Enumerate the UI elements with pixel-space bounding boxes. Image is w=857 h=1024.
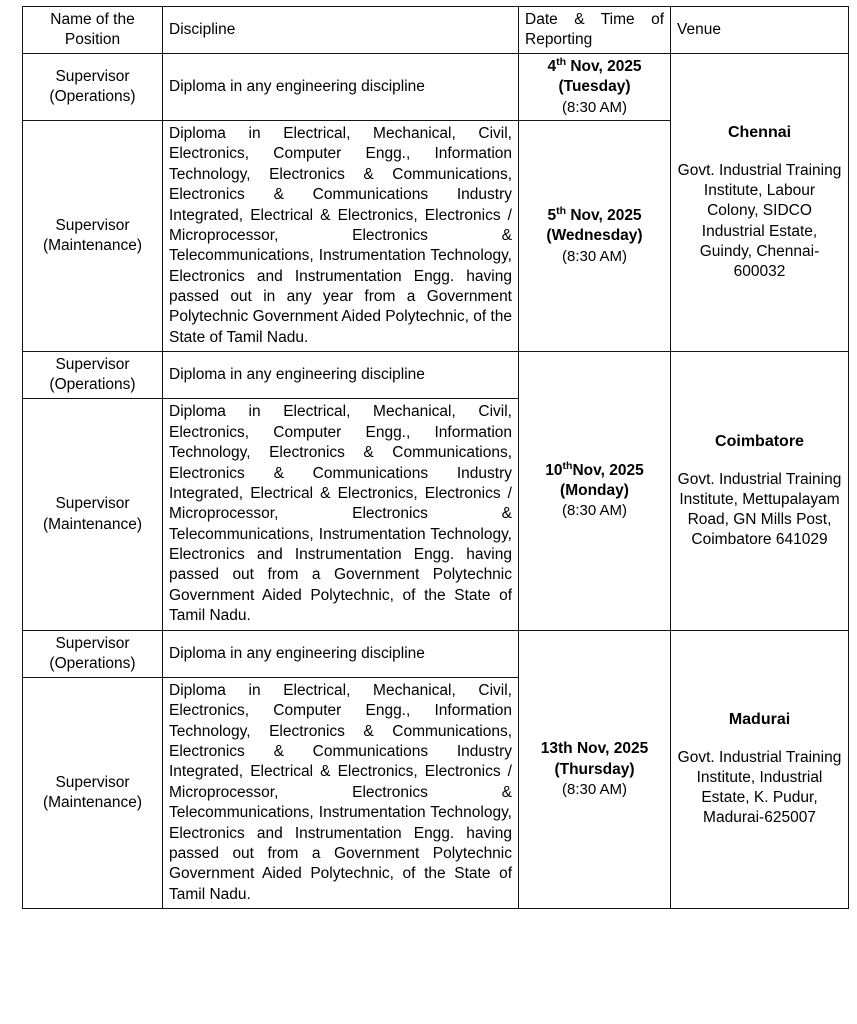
position-line2: (Maintenance) xyxy=(42,237,143,255)
date-cell xyxy=(519,630,671,908)
column-header-date-line2: Reporting xyxy=(525,31,593,49)
date-cell xyxy=(519,121,671,352)
date-main xyxy=(525,206,664,226)
recruitment-schedule-table xyxy=(22,6,849,909)
date-time: (8:30 AM) xyxy=(561,98,628,116)
position-line1: Supervisor xyxy=(55,773,130,791)
venue-address: Govt. Industrial Training Institute, Mettupalayam Road, GN Mills Post, Coimbatore 641029 xyxy=(677,470,842,548)
column-header-discipline: Discipline xyxy=(163,7,519,54)
column-header-position-line1: Name of the xyxy=(50,11,135,28)
venue-cell xyxy=(671,54,849,352)
position-line2: (Operations) xyxy=(49,654,136,672)
date-month-year: Nov, 2025 xyxy=(570,207,642,225)
column-header-date-line1: Date & Time of xyxy=(525,11,664,28)
date-day-number: 10 xyxy=(545,462,563,479)
date-month-year: Nov, 2025 xyxy=(576,740,649,758)
column-header-position xyxy=(23,7,163,54)
date-weekday: (Monday) xyxy=(560,482,629,500)
table-row xyxy=(23,54,849,121)
date-ordinal: th xyxy=(562,459,573,472)
table-row xyxy=(23,630,849,677)
column-header-date xyxy=(519,7,671,54)
position-cell xyxy=(23,399,163,630)
date-time: (8:30 AM) xyxy=(561,780,628,798)
discipline-cell: Diploma in any engineering discipline xyxy=(163,352,519,399)
table-header xyxy=(23,7,849,54)
position-line2: (Maintenance) xyxy=(42,515,143,533)
position-line1: Supervisor xyxy=(55,216,130,234)
position-line2: (Operations) xyxy=(49,376,136,394)
column-header-position-line2: Position xyxy=(64,31,121,49)
discipline-cell: Diploma in any engineering discipline xyxy=(163,54,519,121)
table-header-row xyxy=(23,7,849,54)
date-month-year: Nov, 2025 xyxy=(572,462,644,479)
position-cell xyxy=(23,121,163,352)
date-cell xyxy=(519,54,671,121)
date-main xyxy=(525,57,664,77)
date-weekday: (Wednesday) xyxy=(546,227,643,245)
date-main xyxy=(525,461,664,481)
date-day-number: 5 xyxy=(547,207,557,225)
discipline-text: Diploma in Electrical, Mechanical, Civil, Electronics, Computer Engg., Information Technology, Electronics & Communications, Electronics & Communications Industry Integrated, Electrical & Electronics, Electronics / Microprocessor, Electronics & Telecommunications, Instrumentation Technology, Electronics and Instrumentation Engg. having passed out from a Government Polytechnic Government Aided Polytechnic, of the State of Tamil Nadu. xyxy=(169,681,512,903)
date-weekday: (Thursday) xyxy=(554,760,635,778)
venue-cell xyxy=(671,352,849,630)
date-time: (8:30 AM) xyxy=(561,247,628,265)
discipline-cell xyxy=(163,121,519,352)
position-line1: Supervisor xyxy=(55,356,130,374)
table-row xyxy=(23,352,849,399)
venue-city: Madurai xyxy=(728,711,791,729)
venue-city: Coimbatore xyxy=(715,432,804,450)
venue-cell xyxy=(671,630,849,908)
venue-city: Chennai xyxy=(727,124,792,142)
discipline-cell xyxy=(163,399,519,630)
date-weekday: (Tuesday) xyxy=(558,78,631,96)
position-line2: (Operations) xyxy=(49,88,136,106)
position-line2: (Maintenance) xyxy=(42,793,143,811)
column-header-venue: Venue xyxy=(671,7,849,54)
date-time: (8:30 AM) xyxy=(561,502,628,520)
discipline-cell: Diploma in any engineering discipline xyxy=(163,630,519,677)
discipline-text: Diploma in Electrical, Mechanical, Civil, Electronics, Computer Engg., Information Technology, Electronics & Communications, Electronics & Communications Industry Integrated, Electrical & Electronics, Electronics / Microprocessor, Electronics & Telecommunications, Instrumentation Technology, Electronics and Instrumentation Engg. having passed out in any year from a Government Polytechnic Government Aided Polytechnic, of the State of Tamil Nadu. xyxy=(169,125,512,346)
venue-address: Govt. Industrial Training Institute, Labour Colony, SIDCO Industrial Estate, Guindy, Chennai-600032 xyxy=(677,162,842,280)
date-ordinal: th xyxy=(556,56,567,69)
date-main xyxy=(525,739,664,759)
position-line1: Supervisor xyxy=(55,495,130,513)
position-cell xyxy=(23,352,163,399)
date-day-number: 4 xyxy=(547,58,557,76)
date-day-number: 13th xyxy=(540,740,573,758)
date-ordinal: th xyxy=(556,205,567,218)
table-body xyxy=(23,54,849,909)
venue-address: Govt. Industrial Training Institute, Industrial Estate, K. Pudur, Madurai-625007 xyxy=(677,748,842,827)
position-line1: Supervisor xyxy=(55,634,130,652)
date-cell xyxy=(519,352,671,630)
position-cell xyxy=(23,54,163,121)
date-month-year: Nov, 2025 xyxy=(570,58,642,76)
discipline-text: Diploma in Electrical, Mechanical, Civil, Electronics, Computer Engg., Information Technology, Electronics & Communications, Electronics & Communications Industry Integrated, Electrical & Electronics, Electronics / Microprocessor, Electronics & Telecommunications, Instrumentation Technology, Electronics and Instrumentation Engg. having passed out from a Government Polytechnic Government Aided Polytechnic, of the State of Tamil Nadu. xyxy=(169,403,512,625)
discipline-cell xyxy=(163,677,519,908)
position-line1: Supervisor xyxy=(55,68,130,86)
position-cell xyxy=(23,630,163,677)
position-cell xyxy=(23,677,163,908)
